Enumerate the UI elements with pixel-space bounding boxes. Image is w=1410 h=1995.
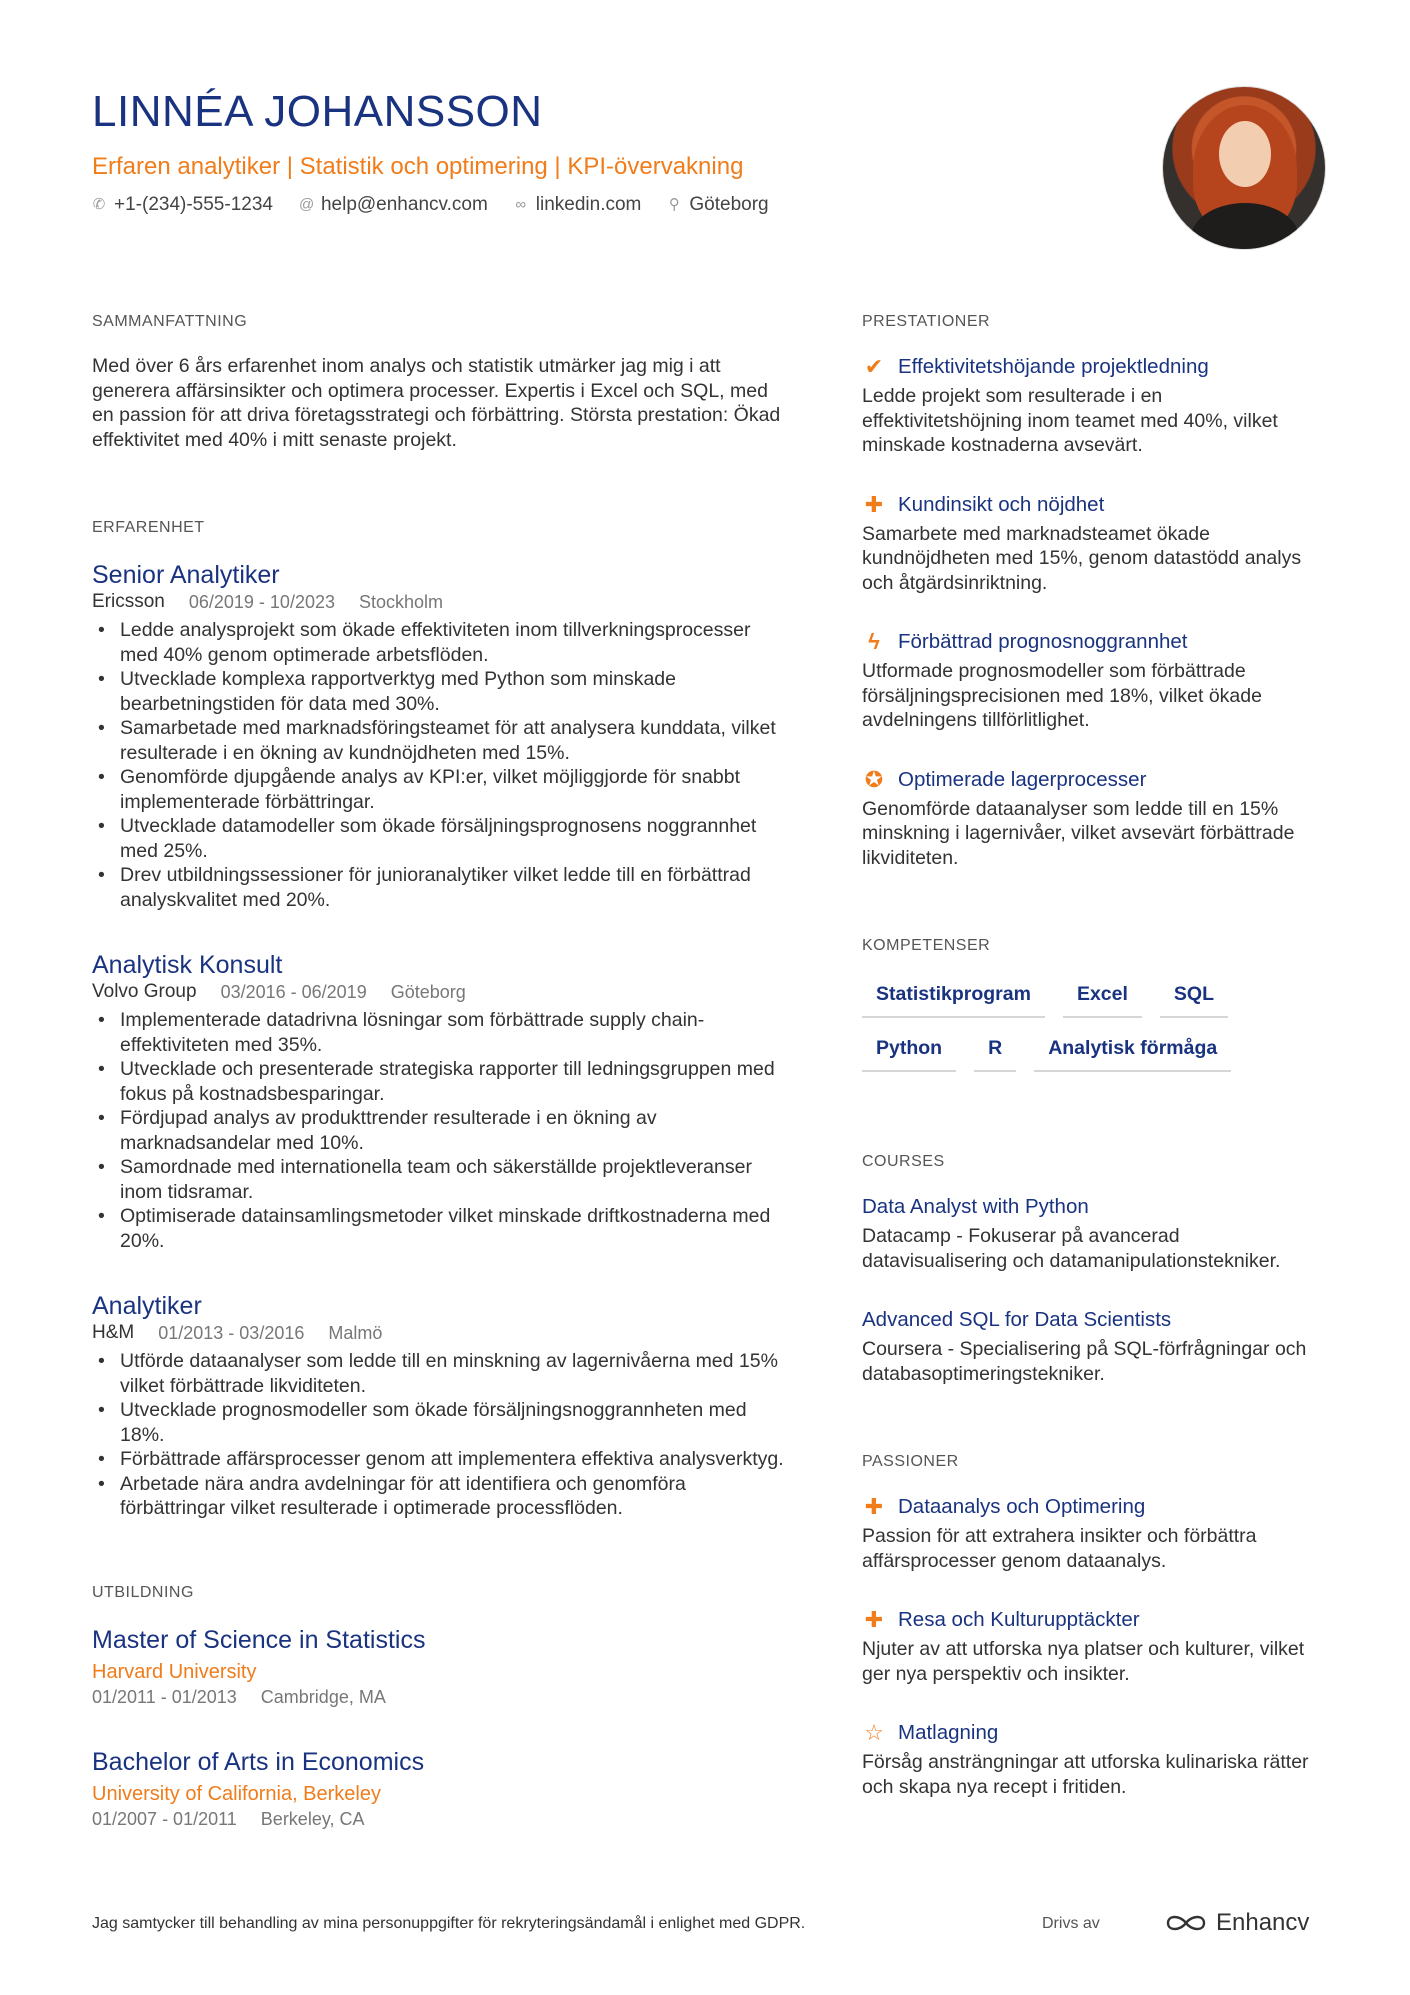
skill-tag: Analytisk förmåga bbox=[1034, 1036, 1231, 1072]
passion-header bbox=[862, 1607, 1322, 1633]
job-title: Analytiker bbox=[92, 1292, 202, 1320]
education-entry bbox=[92, 1625, 792, 1709]
job-meta bbox=[92, 590, 792, 614]
contact-email[interactable] bbox=[299, 192, 488, 218]
contact-list bbox=[92, 192, 1142, 218]
bullet-item: • Genomförde djupgående analys av KPI:er, vilket möjliggjorde för snabbt implementerade förbättringar. bbox=[92, 765, 792, 814]
bullet-item: • Utvecklade komplexa rapportverktyg med Python som minskade bearbetningstiden för data med 30%. bbox=[92, 667, 792, 716]
achievement-title: Kundinsikt och nöjdhet bbox=[898, 492, 1105, 516]
bullet-item: • Implementerade datadrivna lösningar som förbättrade supply chain-effektiviteten med 35%. bbox=[92, 1008, 792, 1057]
job-company: Volvo Group bbox=[92, 981, 197, 1002]
school-name: Harvard University bbox=[92, 1660, 257, 1683]
achievement-title: Optimerade lagerprocesser bbox=[898, 767, 1147, 791]
bullet-item: • Samarbetade med marknadsföringsteamet för att analysera kunddata, vilket resulterade i en ökning av kundnöjdheten med 15%. bbox=[92, 716, 792, 765]
job-company: Ericsson bbox=[92, 591, 165, 612]
summary-text: Med över 6 års erfarenhet inom analys och statistik utmärker jag mig i att generera affärsinsikter och optimera processer. Expertis i Excel och SQL, med en passion för att driva företagsstrategi och förbättring. Största prestation: Ökad effektivitet med 40% i mitt senaste projekt. bbox=[92, 355, 781, 451]
star-icon: ☆ bbox=[864, 1720, 884, 1745]
linkedin-text: linkedin.com bbox=[535, 194, 642, 215]
job-entry bbox=[92, 1291, 792, 1521]
achievement-text: Samarbete med marknadsteamet ökade kundnöjdheten med 15%, genom datastödd analys och åtgärdsinriktning. bbox=[862, 522, 1302, 594]
education-dates: 01/2007 - 01/2011 bbox=[92, 1808, 237, 1829]
achievement-title: Förbättrad prognosnoggrannhet bbox=[898, 630, 1188, 653]
at-icon: @ bbox=[298, 196, 315, 213]
enhancv-logo[interactable] bbox=[1164, 1908, 1309, 1938]
puzzle-icon: ✚ bbox=[864, 1607, 884, 1632]
section-title-courses: COURSES bbox=[862, 1153, 945, 1170]
achievements-section bbox=[862, 312, 1322, 870]
courses-section bbox=[862, 1152, 1322, 1386]
education-meta bbox=[92, 1685, 792, 1709]
check-icon: ✔ bbox=[864, 354, 884, 379]
job-meta bbox=[92, 1321, 792, 1345]
job-title: Analytisk Konsult bbox=[92, 951, 283, 979]
bullet-item: • Drev utbildningssessioner för junioranalytiker vilket ledde till en förbättrad analyskvalitet med 20%. bbox=[92, 863, 792, 912]
job-title: Senior Analytiker bbox=[92, 561, 280, 589]
footer bbox=[92, 1909, 1332, 1936]
bullet-item: • Förbättrade affärsprocesser genom att implementera effektiva analysverktyg. bbox=[92, 1447, 792, 1472]
section-title-education: UTBILDNING bbox=[92, 1583, 194, 1601]
puzzle-icon: ✚ bbox=[864, 491, 884, 517]
course-title: Advanced SQL for Data Scientists bbox=[862, 1308, 1172, 1331]
passions-section bbox=[862, 1452, 1322, 1799]
gdpr-consent: Jag samtycker till behandling av mina personuppgifter för rekryteringsändamål i enlighet med GDPR. bbox=[92, 1915, 806, 1932]
achievement-header bbox=[862, 629, 1322, 655]
passion-title: Resa och Kulturupptäckter bbox=[898, 1608, 1140, 1631]
summary-section bbox=[92, 312, 792, 452]
education-meta bbox=[92, 1807, 792, 1831]
passion-title: Dataanalys och Optimering bbox=[898, 1495, 1146, 1518]
job-dates: 01/2013 - 03/2016 bbox=[158, 1323, 305, 1343]
education-section bbox=[92, 1583, 792, 1831]
tagline: Erfaren analytiker | Statistik och optimering | KPI-övervakning bbox=[92, 153, 744, 180]
passion-text: Passion för att extrahera insikter och förbättra affärsprocesser genom dataanalys. bbox=[862, 1525, 1257, 1572]
bolt-icon: ϟ bbox=[868, 629, 880, 654]
course-text: Datacamp - Fokuserar på avancerad datavisualisering och datamanipulationstekniker. bbox=[862, 1225, 1281, 1272]
enhancv-logo-icon bbox=[1164, 1911, 1208, 1935]
degree-title: Master of Science in Statistics bbox=[92, 1625, 426, 1654]
passion-item bbox=[862, 1494, 1322, 1573]
job-dates: 03/2016 - 06/2019 bbox=[220, 982, 367, 1002]
job-bullets bbox=[92, 1349, 792, 1521]
puzzle-icon: ✚ bbox=[864, 1494, 884, 1519]
passion-item bbox=[862, 1720, 1322, 1799]
experience-section bbox=[92, 518, 792, 1521]
achievement-title: Effektivitetshöjande projektledning bbox=[898, 355, 1209, 378]
skill-tag: Statistikprogram bbox=[862, 982, 1045, 1018]
section-title-achievements: PRESTATIONER bbox=[862, 313, 991, 330]
job-dates: 06/2019 - 10/2023 bbox=[188, 592, 335, 612]
education-location: Berkeley, CA bbox=[260, 1808, 365, 1829]
bullet-item: • Optimiserade datainsamlingsmetoder vilket minskade driftkostnaderna med 20%. bbox=[92, 1204, 792, 1253]
achievement-header bbox=[862, 492, 1322, 518]
passion-text: Njuter av att utforska nya platser och kulturer, vilket ger nya perspektiv och insikter. bbox=[862, 1638, 1305, 1685]
brand-name: Enhancv bbox=[1216, 1909, 1310, 1936]
bullet-item: • Samordnade med internationella team och säkerställde projektleveranser inom tidsramar. bbox=[92, 1155, 792, 1204]
phone-text: +1-(234)-555-1234 bbox=[114, 194, 273, 215]
award-icon: ✪ bbox=[864, 766, 884, 792]
education-dates: 01/2011 - 01/2013 bbox=[92, 1686, 237, 1707]
achievement-item bbox=[862, 492, 1322, 596]
bullet-item: • Arbetade nära andra avdelningar för att identifiera och genomföra förbättringar vilket resulterade i optimerade processflöden. bbox=[92, 1472, 792, 1521]
job-location: Malmö bbox=[328, 1323, 383, 1343]
job-company: H&M bbox=[92, 1322, 135, 1343]
achievement-item bbox=[862, 767, 1322, 871]
bullet-item: • Utvecklade datamodeller som ökade försäljningsprognosens noggrannhet med 25%. bbox=[92, 814, 792, 863]
left-column bbox=[92, 312, 792, 1831]
course-item bbox=[862, 1307, 1322, 1386]
contact-location bbox=[667, 192, 768, 218]
bullet-item: • Utvecklade och presenterade strategiska rapporter till ledningsgruppen med fokus på kostnadsbesparingar. bbox=[92, 1057, 792, 1106]
achievement-header bbox=[862, 354, 1322, 380]
bullet-item: • Ledde analysprojekt som ökade effektiviteten inom tillverkningsprocesser med 40% genom optimerade arbetsflöden. bbox=[92, 618, 792, 667]
passion-header bbox=[862, 1720, 1322, 1746]
contact-linkedin[interactable] bbox=[514, 192, 642, 218]
job-location: Göteborg bbox=[390, 982, 466, 1002]
job-meta bbox=[92, 980, 792, 1004]
skill-tag: Excel bbox=[1063, 982, 1142, 1018]
achievement-text: Genomförde dataanalyser som ledde till en 15% minskning i lagernivåer, vilket avsevärt förbättrade likviditeten. bbox=[862, 797, 1295, 869]
bullet-item: • Fördjupad analys av produkttrender resulterade i en ökning av marknadsandelar med 10%. bbox=[92, 1106, 792, 1155]
section-title-skills: KOMPETENSER bbox=[862, 937, 991, 954]
passion-text: Försåg ansträngningar att utforska kulinariska rätter och skapa nya recept i fritiden. bbox=[862, 1751, 1309, 1798]
achievement-text: Ledde projekt som resulterade i en effektivitetshöjning inom teamet med 40%, vilket minskade kostnaderna avsevärt. bbox=[862, 385, 1278, 456]
bullet-item: • Utvecklade prognosmodeller som ökade försäljningsnoggrannheten med 18%. bbox=[92, 1398, 792, 1447]
job-bullets bbox=[92, 618, 792, 912]
job-entry bbox=[92, 560, 792, 912]
powered-by-label: Drivs av bbox=[1042, 1915, 1100, 1932]
education-entry bbox=[92, 1747, 792, 1831]
course-item bbox=[862, 1194, 1322, 1273]
link-icon: ∞ bbox=[515, 196, 527, 213]
location-text: Göteborg bbox=[689, 194, 769, 215]
section-title-summary: SAMMANFATTNING bbox=[92, 313, 248, 330]
skill-tag: SQL bbox=[1160, 982, 1228, 1018]
course-text: Coursera - Specialisering på SQL-förfrågningar och databasoptimeringstekniker. bbox=[862, 1338, 1307, 1385]
skill-tag: Python bbox=[862, 1036, 956, 1072]
passion-header bbox=[862, 1494, 1322, 1520]
job-location: Stockholm bbox=[359, 592, 444, 612]
achievement-header bbox=[862, 767, 1322, 793]
right-column bbox=[862, 312, 1322, 1799]
section-title-experience: ERFARENHET bbox=[92, 519, 205, 536]
skills-list bbox=[862, 982, 1282, 1072]
education-location: Cambridge, MA bbox=[260, 1686, 386, 1707]
achievement-item bbox=[862, 354, 1322, 458]
skills-section bbox=[862, 936, 1322, 1072]
contact-phone[interactable] bbox=[92, 192, 273, 218]
passion-item bbox=[862, 1607, 1322, 1686]
passion-title: Matlagning bbox=[898, 1721, 999, 1744]
candidate-name: LINNÉA JOHANSSON bbox=[92, 87, 543, 136]
header bbox=[92, 84, 1142, 218]
section-title-passions: PASSIONER bbox=[862, 1453, 959, 1470]
school-name: University of California, Berkeley bbox=[92, 1782, 381, 1805]
profile-photo bbox=[1162, 86, 1326, 250]
phone-icon: ✆ bbox=[92, 196, 106, 213]
skill-tag: R bbox=[974, 1036, 1016, 1072]
job-entry bbox=[92, 950, 792, 1253]
bullet-item: • Utförde dataanalyser som ledde till en minskning av lagernivåerna med 15% vilket förbättrade likviditeten. bbox=[92, 1349, 792, 1398]
email-text: help@enhancv.com bbox=[320, 194, 488, 215]
degree-title: Bachelor of Arts in Economics bbox=[92, 1747, 425, 1776]
course-title: Data Analyst with Python bbox=[862, 1195, 1089, 1218]
achievement-text: Utformade prognosmodeller som förbättrade försäljningsprecisionen med 18%, vilket ökade avdelningens tillförlitlighet. bbox=[862, 660, 1262, 731]
job-bullets bbox=[92, 1008, 792, 1253]
photo-face bbox=[1219, 121, 1271, 187]
location-pin-icon: ⚲ bbox=[668, 196, 680, 213]
achievement-item bbox=[862, 629, 1322, 733]
